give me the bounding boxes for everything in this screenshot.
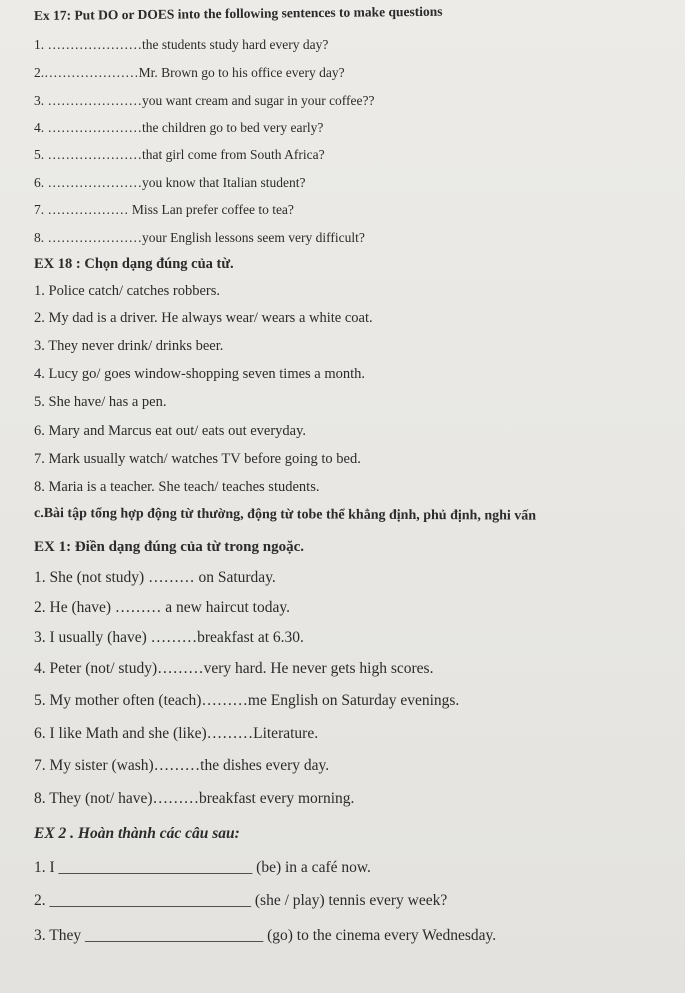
item-text: the children go to bed very early?	[142, 120, 324, 135]
item-number: 2.	[34, 892, 46, 909]
answer-blank: __________________________	[49, 892, 251, 909]
item-text: Miss Lan prefer coffee to tea?	[131, 202, 294, 217]
ex17-item-8	[34, 231, 365, 245]
item-subject: I	[49, 859, 55, 876]
item-text: Mr. Brown go to his office every day?	[138, 65, 345, 80]
ex18-item-3: 3. They never drink/ drinks beer.	[34, 338, 224, 354]
item-number: 8.	[34, 230, 45, 245]
ex18-item-4: 4. Lucy go/ goes window-shopping seven times a month.	[34, 366, 366, 382]
ex2-title: EX 2 . Hoàn thành các câu sau:	[34, 825, 240, 842]
ex2-item-3	[34, 928, 496, 944]
ex1-item-2: 2. He (have) ……… a new haircut today.	[34, 599, 290, 616]
ex18-item-2: 2. My dad is a driver. He always wear/ wears a white coat.	[34, 310, 373, 326]
item-number: 1.	[34, 37, 45, 52]
item-text: your English lessons seem very difficult?	[142, 230, 365, 245]
ex17-item-7	[34, 203, 294, 217]
ex1-item-1: 1. She (not study) ……… on Saturday.	[34, 569, 276, 586]
item-text: you know that Italian student?	[142, 175, 306, 190]
answer-blank: …………………	[47, 37, 142, 52]
ex17-item-1	[34, 38, 328, 52]
ex18-item-8: 8. Maria is a teacher. She teach/ teaches students.	[34, 479, 320, 495]
ex2-item-1	[34, 860, 371, 876]
item-text: the students study hard every day?	[142, 37, 329, 52]
ex1-title: EX 1: Điền dạng đúng của từ trong ngoặc.	[34, 539, 305, 555]
answer-blank: …………………	[47, 120, 142, 135]
answer-blank: …………………	[44, 65, 139, 80]
ex17-item-6	[34, 176, 305, 190]
ex17-item-3	[34, 94, 375, 108]
item-number: 2.	[34, 65, 45, 80]
item-number: 5.	[34, 147, 45, 162]
item-text: that girl come from South Africa?	[142, 147, 325, 162]
section-c-title: c.Bài tập tổng hợp động từ thường, động từ tobe thể khẳng định, phủ định, nghi vấn	[33, 506, 537, 524]
item-text: (go) to the cinema every Wednesday.	[267, 927, 497, 944]
ex17-item-4	[34, 121, 323, 135]
item-number: 1.	[34, 859, 46, 876]
ex1-item-8: 8. They (not/ have)………breakfast every morning.	[34, 790, 355, 807]
ex1-item-3: 3. I usually (have) ………breakfast at 6.30.	[34, 629, 304, 646]
ex1-item-5: 5. My mother often (teach)………me English on Saturday evenings.	[34, 692, 460, 709]
answer-blank: …………………	[47, 147, 142, 162]
ex1-item-6: 6. I like Math and she (like)………Literature.	[34, 725, 319, 742]
ex17-item-2	[34, 66, 345, 80]
item-number: 6.	[34, 175, 45, 190]
answer-blank: _________________________	[58, 859, 253, 876]
ex18-item-5: 5. She have/ has a pen.	[34, 394, 167, 410]
ex17-title: Ex 17: Put DO or DOES into the following sentences to make questions	[33, 3, 443, 23]
ex18-title: EX 18 : Chọn dạng đúng của từ.	[34, 256, 234, 272]
item-number: 7.	[34, 202, 45, 217]
item-text: (be) in a café now.	[256, 859, 371, 876]
item-number: 3.	[34, 93, 45, 108]
item-number: 3.	[34, 927, 46, 944]
ex18-item-6: 6. Mary and Marcus eat out/ eats out everyday.	[34, 423, 307, 439]
item-text: you want cream and sugar in your coffee??	[142, 93, 375, 108]
answer-blank: …………………	[47, 93, 142, 108]
ex1-item-4: 4. Peter (not/ study)………very hard. He never gets high scores.	[34, 660, 434, 677]
answer-blank: …………………	[47, 175, 142, 190]
item-text: (she / play) tennis every week?	[254, 892, 448, 909]
ex1-item-7: 7. My sister (wash)………the dishes every day.	[34, 757, 330, 774]
item-number: 4.	[34, 120, 45, 135]
ex2-item-2	[34, 893, 447, 909]
answer-blank: ………………	[47, 202, 129, 217]
item-subject: They	[49, 927, 82, 944]
ex17-item-5	[34, 148, 325, 162]
answer-blank: _______________________	[84, 927, 264, 944]
ex18-item-1: 1. Police catch/ catches robbers.	[34, 283, 221, 299]
answer-blank: …………………	[47, 230, 142, 245]
ex18-item-7: 7. Mark usually watch/ watches TV before going to bed.	[34, 451, 361, 467]
